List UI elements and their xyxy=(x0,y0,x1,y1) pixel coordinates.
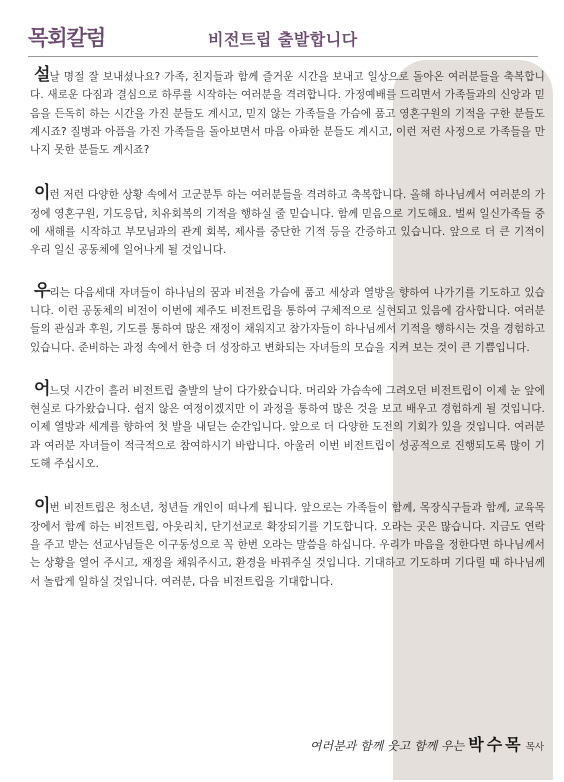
author-name: 박수목 xyxy=(468,735,524,754)
paragraph-4 xyxy=(30,380,545,473)
author-role: 목사 xyxy=(525,742,544,753)
paragraph-text: 리는 다음세대 자녀들이 하나님의 꿈과 비전을 가슴에 품고 세상과 열방을 향하여 나가기를 기도하고 있습니다. 이런 공동체의 비전이 이번에 제주도 비전트립을 통하여 구체적으로 실현되고 있음에 감사합니다. 여러분들의 관심과 후원, 기도를 통하여 많은 재정이 채워지고 참가자들이 하나님께서 기적을 행하시는 것을 경험하고 있습니다. 준비하는 과정 속에서 한층 더 성장하고 변화되는 자녀들의 모습을 지켜 보는 것이 큰 기쁨입니다. xyxy=(30,286,545,354)
page-title: 비전트립 출발합니다 xyxy=(208,30,358,49)
column-header xyxy=(28,16,548,56)
paragraph-text: 런 저런 다양한 상황 속에서 고군분투 하는 여러분들을 격려하고 축복합니다. 올해 하나님께서 여러분의 가정에 영혼구원, 기도응답, 치유회복의 기적을 행하실 줄 믿습니다. 함께 믿음으로 기도해요. 벌써 일신가족들 중에 새해를 시작하고 부모님과의 관계 회복, 제사를 중단한 기적 등을 간증하고 있습니다. 앞으로 더 큰 기적이 우리 일신 공동체에 일어나게 될 것입니다. xyxy=(30,189,545,257)
signature-lead: 여러분과 함께 웃고 함께 우는 xyxy=(309,739,465,753)
paragraph-initial: 어 xyxy=(34,378,50,399)
paragraph-text: 번 비전트립은 청소년, 청년들 개인이 떠나게 됩니다. 앞으로는 가족들이 함께, 목장식구들과 함께, 교육목장에서 함께 하는 비전트립, 아웃리치, 단기선교로 확장되기를 기도합니다. 오라는 곳은 많습니다. 지금도 연락을 주고 받는 선교사님들은 이구동성으로 꼭 한번 오라는 말씀을 하십니다. 우리가 마음을 정한다면 하나님께서는 상황을 열어 주시고, 재정을 채워주시고, 환경을 바꿔주실 것입니다. 기대하고 기도하며 기다릴 때 하나님께서 놀랍게 일하실 것입니다. 여러분, 다음 비전트립을 기대합니다. xyxy=(30,502,545,588)
paragraph-2 xyxy=(30,184,545,259)
paragraph-initial: 이 xyxy=(34,183,50,204)
paragraph-text: 느덧 시간이 흘러 비전트립 출발의 날이 다가왔습니다. 머리와 가슴속에 그려오던 비전트립이 이제 눈 앞에 현실로 다가왔습니다. 쉽지 않은 여정이겠지만 이 과정을 통하여 많은 것을 보고 배우고 경험하게 될 것입니다. 이제 열방과 세계를 향하여 첫 발을 내딛는 순간입니다. 앞으로 더 다양한 도전의 기회가 있을 것입니다. 여러분과 여러분 자녀들이 적극적으로 참여하시기 바랍니다. 아울러 이번 비전트립이 성공적으로 진행되도록 많이 기도해 주십시오. xyxy=(30,384,545,471)
paragraph-initial: 이 xyxy=(34,496,50,517)
paragraph-text: 날 명절 잘 보내셨나요? 가족, 친지들과 함께 즐거운 시간을 보내고 일상으로 돌아온 여러분들을 축복합니다. 새로운 다짐과 결심으로 하루를 시작하는 여러분을 격려합니다. 가정예배를 드리면서 가족들과의 신앙과 믿음을 든독히 하는 시간을 가진 분들도 계시고, 믿지 않는 가족들을 가슴에 품고 영혼구원의 기적을 구한 분들도 계시죠? 질병과 아픔을 가진 가족들을 돌아보면서 마음 아파한 분들도 계시고, 이런 저런 사정으로 가족들을 만나지 못한 분들도 계시죠? xyxy=(30,71,545,157)
column-name: 목회칼럼 xyxy=(28,26,106,50)
paragraph-1 xyxy=(30,66,545,159)
header-divider xyxy=(28,56,538,57)
paragraph-initial: 설 xyxy=(34,65,50,85)
paragraph-5 xyxy=(30,497,545,590)
column-body xyxy=(30,66,545,615)
author-signature xyxy=(310,732,544,755)
paragraph-initial: 우 xyxy=(34,280,50,301)
paragraph-3 xyxy=(30,282,545,357)
